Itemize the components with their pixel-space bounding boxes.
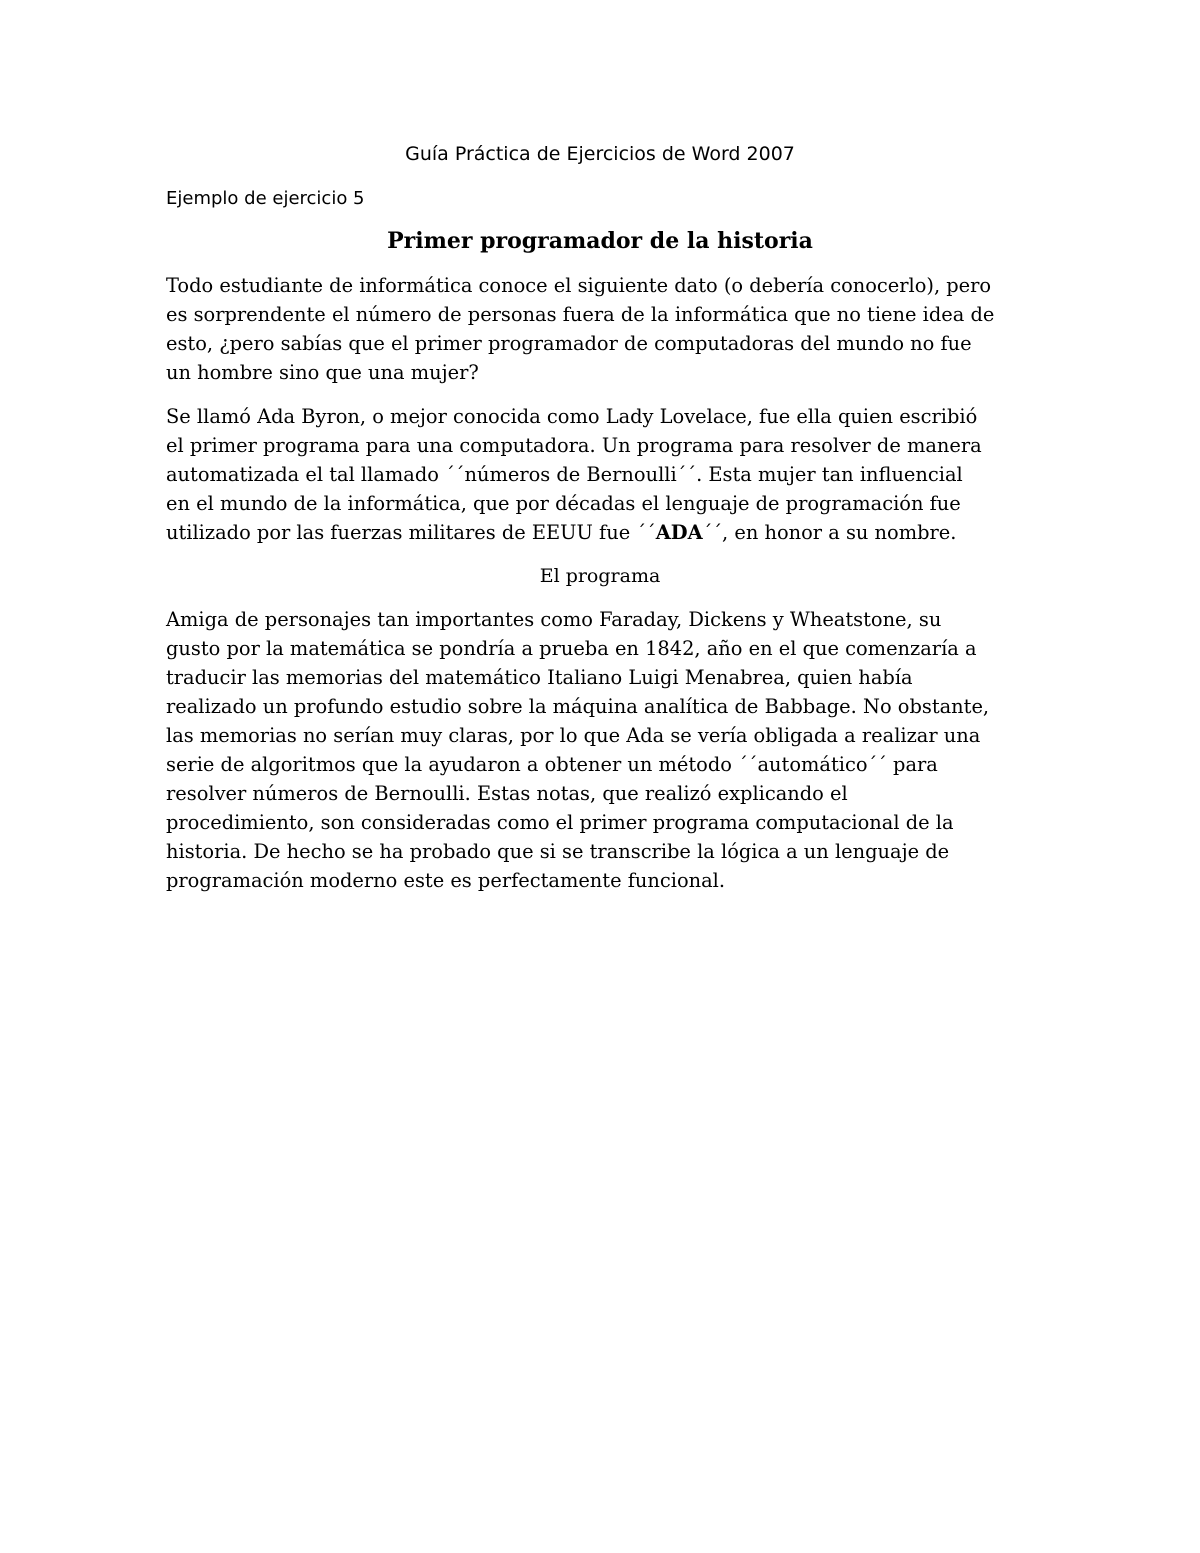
paragraph-line: las memorias no serían muy claras, por lo que Ada se vería obligada a realizar una: [166, 724, 981, 747]
paragraph-line: en el mundo de la informática, que por décadas el lenguaje de programación fue: [166, 492, 961, 515]
paragraph-line: serie de algoritmos que la ayudaron a obtener un método ´´automático´´ para: [166, 753, 938, 776]
paragraph-line: Amiga de personajes tan importantes como Faraday, Dickens y Wheatstone, su: [166, 608, 942, 631]
paragraph-ada-byron: [166, 402, 1038, 547]
bold-text-ada: ADA: [655, 521, 703, 544]
document-title: Primer programador de la historia: [387, 228, 813, 254]
text-segment: ´´, en honor a su nombre.: [702, 521, 957, 544]
paragraph-line: [166, 518, 1038, 547]
paragraph-line: esto, ¿pero sabías que el primer programador de computadoras del mundo no fue: [166, 332, 972, 355]
paragraph-line: programación moderno este es perfectamente funcional.: [166, 869, 726, 892]
paragraph-line: gusto por la matemática se pondría a prueba en 1842, año en el que comenzaría a: [166, 637, 977, 660]
paragraph-intro: [166, 271, 1038, 387]
paragraph-line: Se llamó Ada Byron, o mejor conocida como Lady Lovelace, fue ella quien escribió: [166, 405, 978, 428]
paragraph-line: traducir las memorias del matemático Italiano Luigi Menabrea, quien había: [166, 666, 913, 689]
paragraph-line: procedimiento, son consideradas como el primer programa computacional de la: [166, 811, 954, 834]
paragraph-line: historia. De hecho se ha probado que si se transcribe la lógica a un lenguaje de: [166, 840, 950, 863]
paragraph-line: Todo estudiante de informática conoce el siguiente dato (o debería conocerlo), pero: [166, 274, 992, 297]
paragraph-line: automatizada el tal llamado ´´números de Bernoulli´´. Esta mujer tan influencial: [166, 463, 963, 486]
page-header: Guía Práctica de Ejercicios de Word 2007: [405, 143, 795, 165]
paragraph-line: un hombre sino que una mujer?: [166, 361, 479, 384]
paragraph-line: resolver números de Bernoulli. Estas notas, que realizó explicando el: [166, 782, 848, 805]
section-subtitle: El programa: [539, 565, 661, 587]
paragraph-program: [166, 605, 1038, 895]
text-segment: utilizado por las fuerzas militares de EEUU fue ´´: [166, 521, 656, 544]
example-label: Ejemplo de ejercicio 5: [166, 188, 365, 209]
paragraph-line: realizado un profundo estudio sobre la máquina analítica de Babbage. No obstante,: [166, 695, 990, 718]
paragraph-line: es sorprendente el número de personas fuera de la informática que no tiene idea de: [166, 303, 995, 326]
paragraph-line: el primer programa para una computadora. Un programa para resolver de manera: [166, 434, 982, 457]
